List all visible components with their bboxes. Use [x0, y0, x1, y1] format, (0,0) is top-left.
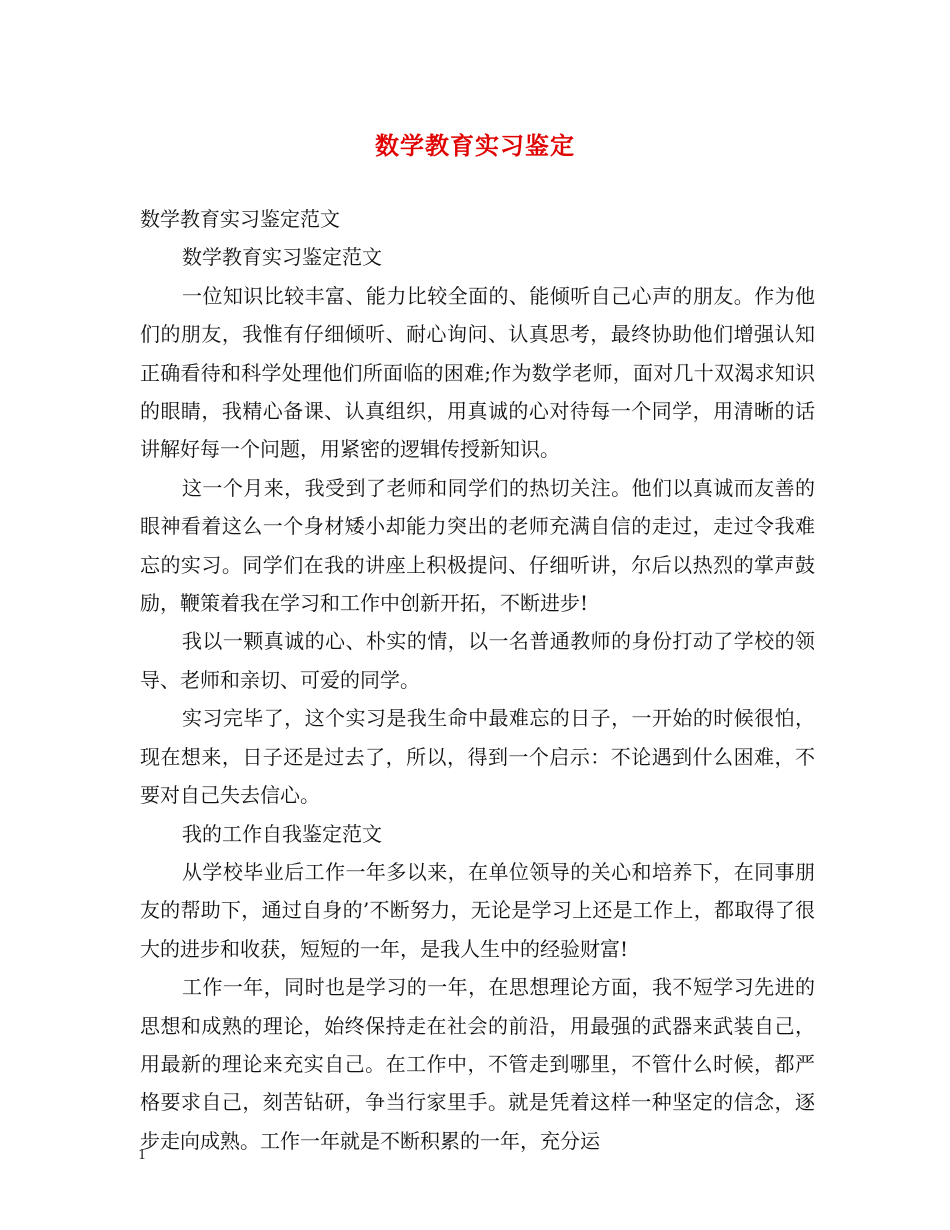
paragraph-0: 数学教育实习鉴定范文	[140, 207, 340, 231]
paragraph-7: 从学校毕业后工作一年多以来，在单位领导的关心和培养下，在同事朋友的帮助下，通过自身的’不断努力，无论是学习上还是工作上，都取得了很大的进步和收获，短短的一年，是我人生中的经验财富!	[140, 859, 815, 961]
paragraph-4: 我以一颗真诚的心、朴实的情，以一名普通教师的身份打动了学校的领导、老师和亲切、可爱的同学。	[140, 629, 815, 692]
paragraph-1: 数学教育实习鉴定范文	[182, 245, 382, 270]
document-body	[140, 200, 815, 1160]
document-title: 数学教育实习鉴定	[375, 131, 575, 160]
paragraph-3: 这一个月来，我受到了老师和同学们的热切关注。他们以真诚而友善的眼神看着这么一个身材矮小却能力突出的老师充满自信的走过，走过令我难忘的实习。同学们在我的讲座上积极提问、仔细听讲，尔后以热烈的掌声鼓励，鞭策着我在学习和工作中创新开拓，不断进步!	[140, 475, 815, 616]
page-number: 1	[138, 1148, 147, 1163]
paragraph-8: 工作一年，同时也是学习的一年，在思想理论方面，我不短学习先进的思想和成熟的理论，始终保持走在社会的前沿，用最强的武器来武装自己，用最新的理论来充实自己。在工作中，不管走到哪里，不管什么时候，都严格要求自己，刻苦钻研，争当行家里手。就是凭着这样一种坚定的信念，逐步走向成熟。工作一年就是不断积累的一年，充分运	[140, 975, 815, 1153]
paragraph-6: 我的工作自我鉴定范文	[182, 821, 382, 846]
paragraph-2: 一位知识比较丰富、能力比较全面的、能倾听自己心声的朋友。作为他们的朋友，我惟有仔细倾听、耐心询问、认真思考，最终协助他们增强认知正确看待和科学处理他们所面临的困难;作为数学老师，面对几十双渴求知识的眼睛，我精心备课、认真组织，用真诚的心对待每一个同学，用清晰的话讲解好每一个问题，用紧密的逻辑传授新知识。	[140, 283, 815, 462]
paragraph-5: 实习完毕了，这个实习是我生命中最难忘的日子，一开始的时候很怕，现在想来，日子还是过去了，所以，得到一个启示：不论遇到什么困难，不要对自己失去信心。	[140, 706, 815, 808]
